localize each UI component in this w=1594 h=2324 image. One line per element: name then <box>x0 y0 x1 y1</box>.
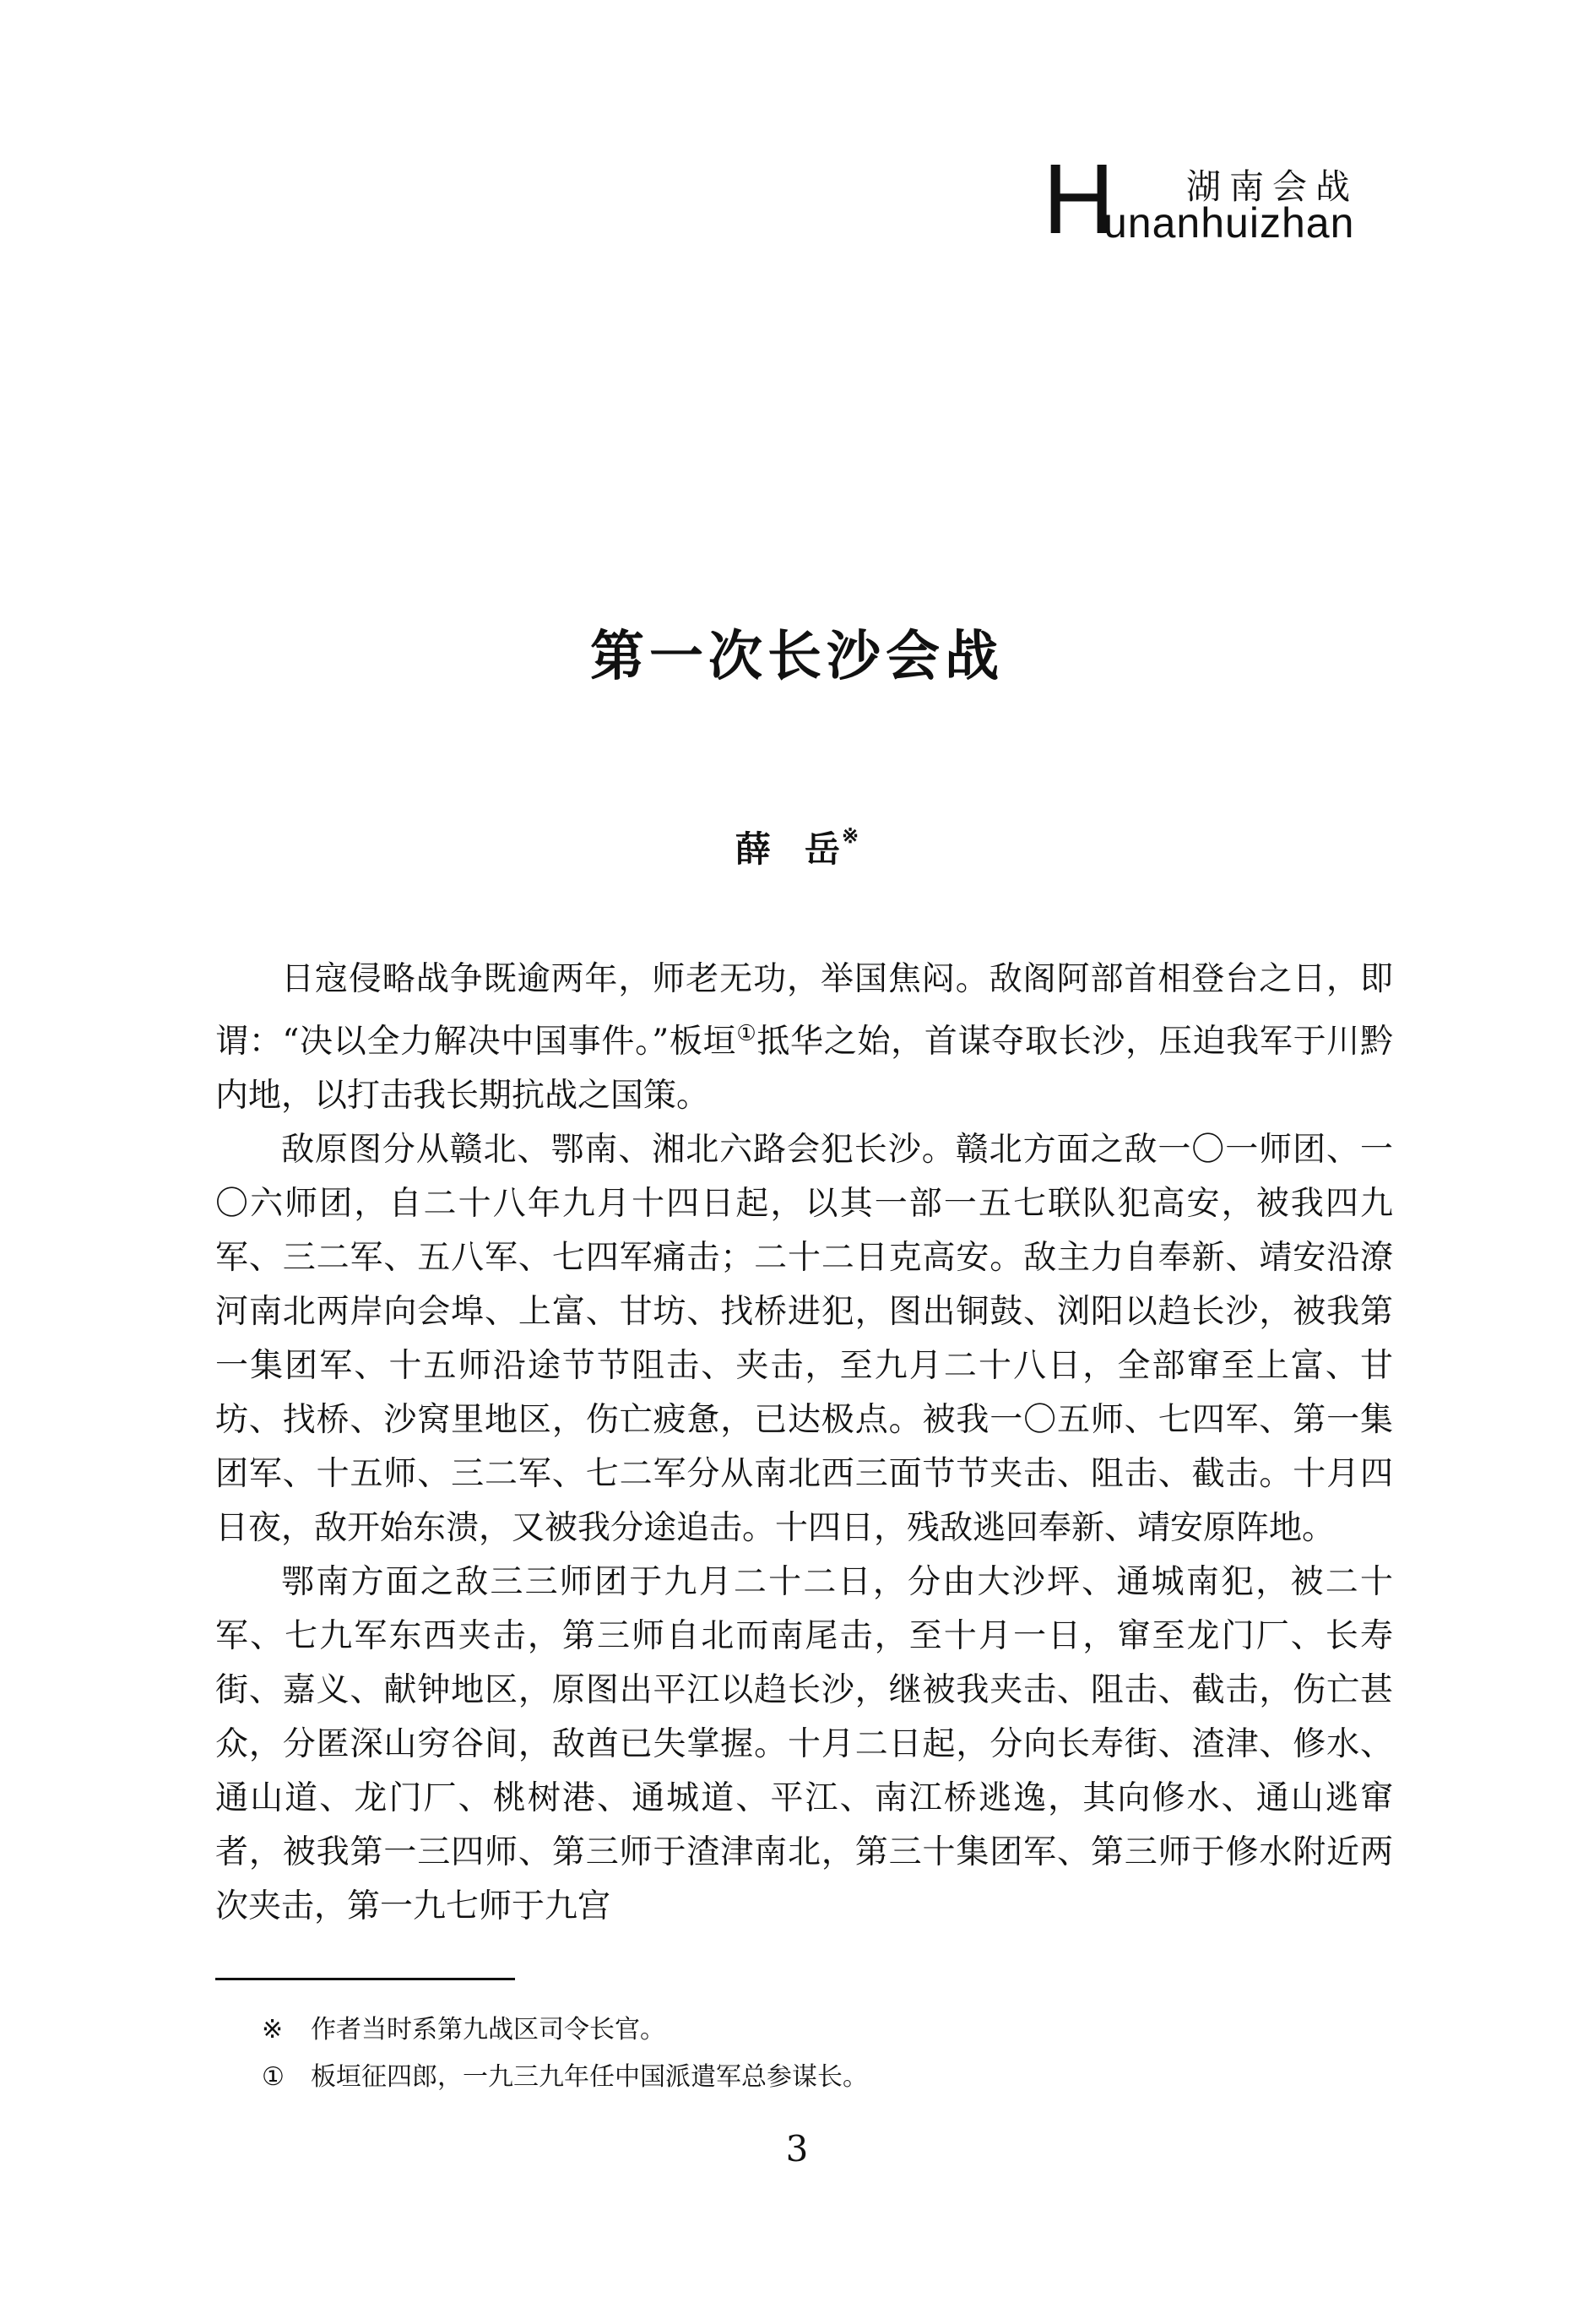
header-pinyin: unanhuizhan <box>1103 199 1355 247</box>
page-number: 3 <box>785 2128 809 2169</box>
header-initial-letter: H <box>1043 144 1115 255</box>
author-name-second: 岳 <box>804 828 840 870</box>
paragraph-2: 敌原图分从赣北、鄂南、湘北六路会犯长沙。赣北方面之敌一〇一师团、一〇六师团，自二十八年九月十四日起，以其一部一五七联队犯高安，被我四九军、三二军、五八军、七四军痛击；二十二日克高安。敌主力自奉新、靖安沿潦河南北两岸向会埠、上富、甘坊、找桥进犯，图出铜鼓、浏阳以趋长沙，被我第一集团军、十五师沿途节节阻击、夹击，至九月二十八日，全部窜至上富、甘坊、找桥、沙窝里地区，伤亡疲惫，已达极点。被我一〇五师、七四军、第一集团军、十五师、三二军、七二军分从南北西三面节节夹击、阻击、截击。十月四日夜，敌开始东溃，又被我分途追击。十四日，残敌逃回奉新、靖安原阵地。 <box>215 1131 1393 1547</box>
paragraph-1-part-b: 抵华之始，首谋夺取长沙，压迫我军于川黔内地，以打击我长期抗战之国策。 <box>215 1023 1393 1115</box>
footnote-symbol: ※ <box>262 2015 284 2044</box>
paragraph-1-part-a: 日寇侵略战争既逾两年，师老无功，举国焦闷。敌阁阿部首相登台之日，即谓：“决以全力解决中国事件。”板垣 <box>215 960 1393 1061</box>
author-name-first: 薛 <box>735 828 771 870</box>
footnote-reference: ① <box>736 1021 757 1046</box>
footnote-itagaki <box>262 2054 1359 2101</box>
chapter-title: 第一次长沙会战 <box>590 625 1004 688</box>
footnote-text: 板垣征四郎，一九三九年任中国派遣军总参谋长。 <box>311 2062 868 2092</box>
paragraph-3: 鄂南方面之敌三三师团于九月二十二日，分由大沙坪、通城南犯，被二十军、七九军东西夹击，第三师自北而南尾击，至十月一日，窜至龙门厂、长寿街、嘉义、献钟地区，原图出平江以趋长沙，继被我夹击、阻击、截击，伤亡甚众，分匿深山穷谷间，敌酋已失掌握。十月二日起，分向长寿街、渣津、修水、通山道、龙门厂、桃树港、通城道、平江、南江桥逃逸，其向修水、通山逃窜者，被我第一三四师、第三师于渣津南北，第三十集团军、第三师于修水附近两次夹击，第一九七师于九宫 <box>215 1563 1393 1925</box>
paragraph-1 <box>215 953 1393 1123</box>
footnote-text: 作者当时系第九战区司令长官。 <box>311 2015 665 2044</box>
footnote-author <box>262 2006 1359 2054</box>
footnote-divider <box>215 1978 515 1980</box>
running-header <box>1043 144 1397 255</box>
footnotes <box>262 2006 1359 2101</box>
author-line <box>0 811 1594 875</box>
body-text <box>215 953 1393 1934</box>
footnote-symbol: ① <box>262 2062 285 2092</box>
author-footnote-mark: ※ <box>841 823 859 848</box>
header-chinese-title: 湖南会战 <box>1186 166 1358 207</box>
